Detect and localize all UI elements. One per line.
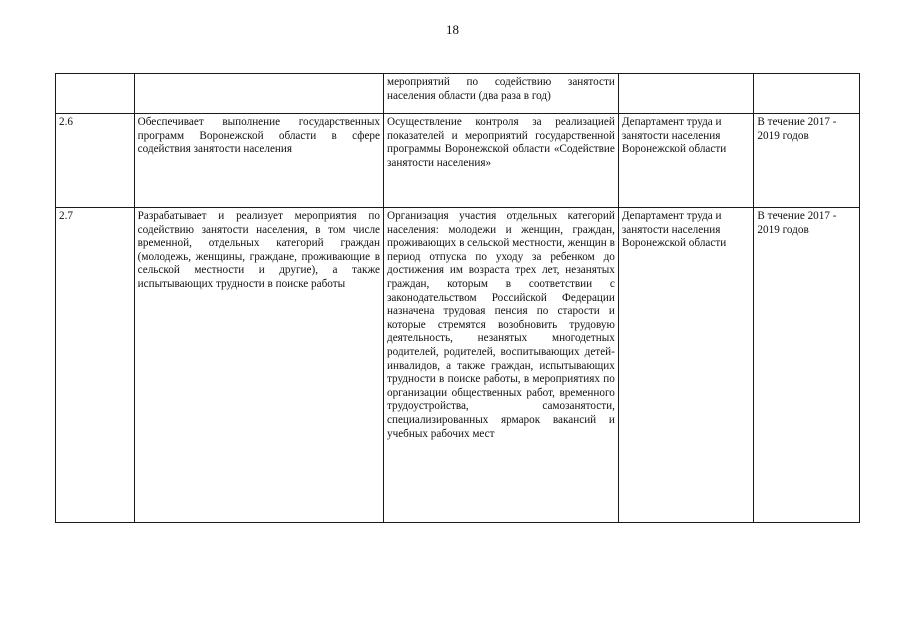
department-cell: Департамент труда и занятости населения Воронежской области — [618, 114, 754, 208]
event-cell: Организация участия отдельных категорий населения: молодежи и женщин, граждан, проживающих в сельской местности, женщин в период отпуска по уходу за ребенком до достижения им возраста трех лет, незанятых граждан, которым в соответствии с законодательством Российской Федерации назначена трудовая пенсия по старости и которые стремятся возобновить трудовую деятельность, незанятых многодетных родителей, родителей, воспитывающих детей-инвалидов, а также граждан, испытывающих трудности в поиске работы, в мероприятиях по организации общественных работ, временного трудоустройства, самозанятости, специализированных ярмарок вакансий и учебных рабочих мест — [384, 208, 619, 523]
term-cell — [754, 74, 860, 114]
term-cell: В течение 2017 - 2019 годов — [754, 208, 860, 523]
department-cell: Департамент труда и занятости населения Воронежской области — [618, 208, 754, 523]
measures-table — [55, 73, 860, 523]
term-cell: В течение 2017 - 2019 годов — [754, 114, 860, 208]
function-cell: Обеспечивает выполнение государственных программ Воронежской области в сфере содействия занятости населения — [134, 114, 383, 208]
row-number-cell — [56, 74, 135, 114]
event-cell: мероприятий по содействию занятости населения области (два раза в год) — [384, 74, 619, 114]
event-cell: Осуществление контроля за реализацией показателей и мероприятий государственной программы Воронежской области «Содействие занятости населения» — [384, 114, 619, 208]
function-cell — [134, 74, 383, 114]
page-number: 18 — [446, 22, 459, 37]
department-cell — [618, 74, 754, 114]
table-row — [56, 74, 860, 114]
table-row — [56, 208, 860, 523]
table-row — [56, 114, 860, 208]
row-number-cell: 2.7 — [56, 208, 135, 523]
row-number-cell: 2.6 — [56, 114, 135, 208]
function-cell: Разрабатывает и реализует мероприятия по содействию занятости населения, в том числе временной, отдельных категорий граждан (молодежь, женщины, граждане, проживающие в сельской местности и другие), а также испытывающих трудности в поиске работы — [134, 208, 383, 523]
